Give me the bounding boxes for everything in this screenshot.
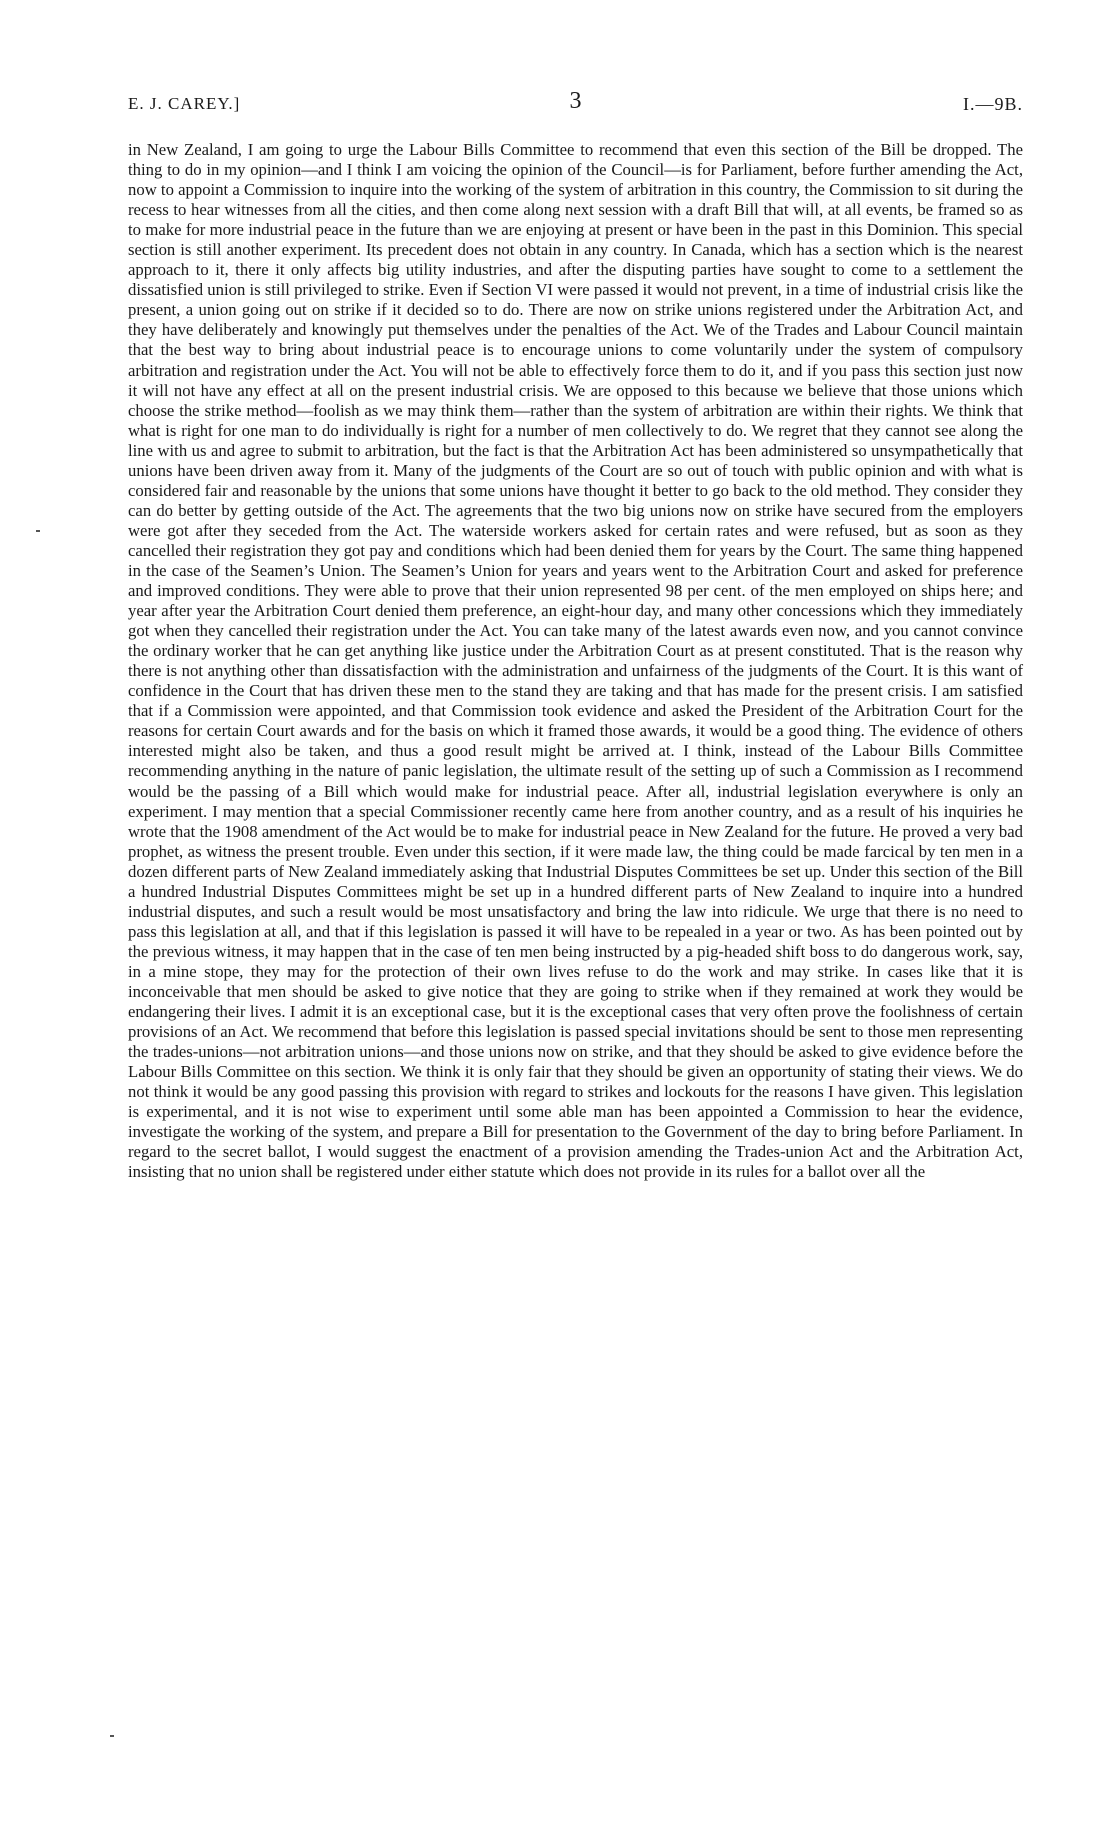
running-header (128, 88, 1023, 118)
margin-mark (110, 1735, 114, 1737)
page-number: 3 (569, 88, 582, 114)
paper-reference: I.—9B. (963, 94, 1023, 114)
margin-mark (36, 530, 40, 532)
header-author: E. J. CAREY.] (128, 94, 241, 113)
body-paragraph: in New Zealand, I am going to urge the Labour Bills Committee to recommend that even this section of the Bill be dropped. The thing to do in my opinion—and I think I am voicing the opinion of the Council—is for Parliament, before further amending the Act, now to appoint a Commission to inquire into the working of the system of arbitration in this country, the Commission to sit during the recess to hear witnesses from all the cities, and then come along next session with a draft Bill that will, at all events, be framed so as to make for more industrial peace in the future than we are enjoying at present or have been in the past in this Dominion. This special section is still another experiment. Its precedent does not obtain in any country. In Canada, which has a section which is the nearest approach to it, there it only affects big utility industries, and after the disputing parties have sought to come to a settlement the dissatisfied union is still privileged to strike. Even if Section VI were passed it would not prevent, in a time of industrial crisis like the present, a union going out on strike if it decided so to do. There are now on strike unions registered under the Arbitration Act, and they have deliberately and knowingly put themselves under the penalties of the Act. We of the Trades and Labour Council maintain that the best way to bring about industrial peace is to encourage unions to come voluntarily under the system of compulsory arbitration and registration under the Act. You will not be able to effectively force them to do it, and if you pass this section just now it will not have any effect at all on the present industrial crisis. We are opposed to this because we believe that those unions which choose the strike method—foolish as we may think them—rather than the system of arbitration are within their rights. We think that what is right for one man to do individually is right for a number of men collectively to do. We regret that they cannot see along the line with us and agree to submit to arbitration, but the fact is that the Arbitration Act has been administered so unsympathetically that unions have been driven away from it. Many of the judgments of the Court are so out of touch with public opinion and with what is considered fair and reasonable by the unions that some unions have thought it better to go back to the old method. They consider they can do better by getting outside of the Act. The agreements that the two big unions now on strike have secured from the employers were got after they seceded from the Act. The waterside workers asked for certain rates and were refused, but as soon as they cancelled their registration they got pay and conditions which had been denied them for years by the Court. The same thing happened in the case of the Seamen’s Union. The Seamen’s Union for years and years went to the Arbitration Court and asked for preference and improved conditions. They were able to prove that their union represented 98 per cent. of the men employed on ships here; and year after year the Arbitration Court denied them preference, an eight-hour day, and many other concessions which they immediately got when they cancelled their registration under the Act. You can take many of the latest awards even now, and you cannot convince the ordinary worker that he can get anything like justice under the Arbitration Court as at present constituted. That is the reason why there is not anything other than dissatisfaction with the administration and unfairness of the judgments of the Court. It is this want of confidence in the Court that has driven these men to the stand they are taking and that has made for the present crisis. I am satisfied that if a Commission were appointed, and that Commission took evidence and asked the President of the Arbitration Court for the reasons for certain Court awards and for the basis on which it framed those awards, it would be a good thing. The evidence of others interested might also be taken, and thus a good result might be arrived at. I think, instead of the Labour Bills Committee recommending anything in the nature of panic legislation, the ultimate result of the setting up of such a Commission as I recommend would be the passing of a Bill which would make for industrial peace. After all, industrial legislation everywhere is only an experiment. I may mention that a special Commissioner recently came here from another country, and as a result of his inquiries he wrote that the 1908 amendment of the Act would be to make for industrial peace in New Zealand for the future. He proved a very bad prophet, as witness the present trouble. Even under this section, if it were made law, the thing could be made farcical by ten men in a dozen different parts of New Zealand immediately asking that Industrial Disputes Committees be set up. Under this section of the Bill a hundred Industrial Disputes Committees might be set up in a hundred different parts of New Zealand to inquire into a hundred industrial disputes, and such a result would be most unsatisfactory and bring the law into ridicule. We urge that there is no need to pass this legislation at all, and that if this legislation is passed it will have to be repealed in a year or two. As has been pointed out by the previous witness, it may happen that in the case of ten men being instructed by a pig-headed shift boss to do dangerous work, say, in a mine stope, they may for the protection of their own lives refuse to do the work and may strike. In cases like that it is inconceivable that men should be asked to give notice that they are going to strike when if they remained at work they would be endangering their lives. I admit it is an exceptional case, but it is the exceptional cases that very often prove the foolishness of certain provisions of an Act. We recommend that before this legislation is passed special invitations should be sent to those men representing the trades-unions—not arbitration unions—and those unions now on strike, and that they should be asked to give evidence before the Labour Bills Committee on this section. We think it is only fair that they should be given an opportunity of stating their views. We do not think it would be any good passing this provision with regard to strikes and lockouts for the reasons I have given. This legislation is experimental, and it is not wise to experiment until some able man has been appointed a Commission to hear the evidence, investigate the working of the system, and prepare a Bill for presentation to the Government of the day to bring before Parliament. In regard to the secret ballot, I would suggest the enactment of a provision amending the Trades-union Act and the Arbitration Act, insisting that no union shall be registered under either statute which does not provide in its rules for a ballot over all the (128, 140, 1023, 1182)
